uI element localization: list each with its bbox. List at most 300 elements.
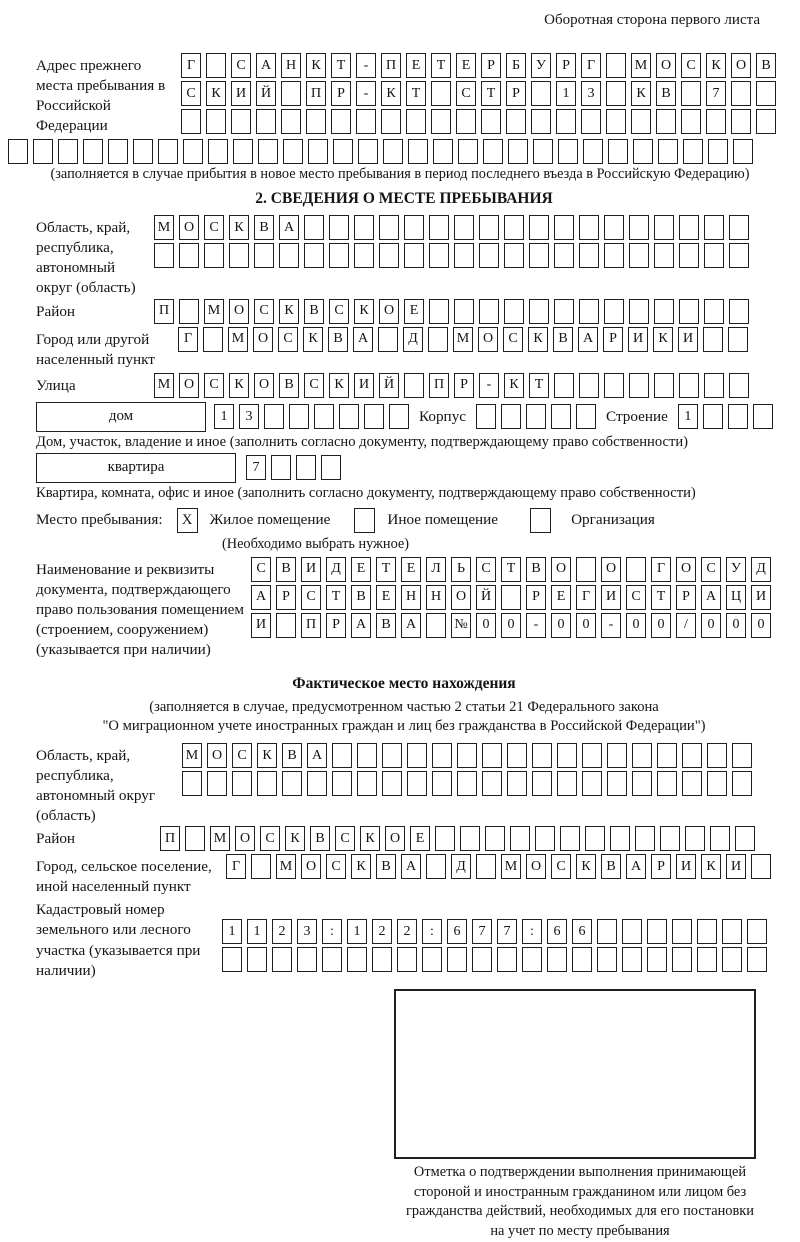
empty-cell[interactable] — [560, 826, 580, 851]
char-cell[interactable]: 1 — [556, 81, 576, 106]
empty-cell[interactable] — [382, 771, 402, 796]
empty-cell[interactable] — [579, 243, 599, 268]
empty-cell[interactable] — [556, 109, 576, 134]
empty-cell[interactable] — [604, 215, 624, 240]
char-cell[interactable]: К — [701, 854, 721, 879]
char-cell[interactable]: Р — [326, 613, 346, 638]
empty-cell[interactable] — [314, 404, 334, 429]
char-cell[interactable]: А — [251, 585, 271, 610]
empty-cell[interactable] — [307, 771, 327, 796]
empty-cell[interactable] — [204, 243, 224, 268]
empty-cell[interactable] — [504, 299, 524, 324]
char-cell[interactable]: П — [306, 81, 326, 106]
char-cell[interactable]: О — [601, 557, 621, 582]
empty-cell[interactable] — [476, 854, 496, 879]
char-cell[interactable]: Д — [751, 557, 771, 582]
empty-cell[interactable] — [456, 109, 476, 134]
empty-cell[interactable] — [558, 139, 578, 164]
char-cell[interactable]: С — [456, 81, 476, 106]
empty-cell[interactable] — [276, 613, 296, 638]
empty-cell[interactable] — [206, 53, 226, 78]
char-cell[interactable]: В — [304, 299, 324, 324]
char-cell[interactable]: А — [401, 613, 421, 638]
empty-cell[interactable] — [483, 139, 503, 164]
char-cell[interactable]: С — [476, 557, 496, 582]
char-cell[interactable]: И — [676, 854, 696, 879]
empty-cell[interactable] — [557, 771, 577, 796]
char-cell[interactable]: О — [451, 585, 471, 610]
char-cell[interactable]: М — [276, 854, 296, 879]
empty-cell[interactable] — [529, 215, 549, 240]
empty-cell[interactable] — [658, 139, 678, 164]
empty-cell[interactable] — [554, 299, 574, 324]
char-cell[interactable]: Е — [456, 53, 476, 78]
char-cell[interactable]: 0 — [501, 613, 521, 638]
empty-cell[interactable] — [347, 947, 367, 972]
char-cell[interactable]: В — [276, 557, 296, 582]
char-cell[interactable]: Р — [526, 585, 546, 610]
empty-cell[interactable] — [529, 243, 549, 268]
char-cell[interactable]: : — [422, 919, 442, 944]
char-cell[interactable]: В — [601, 854, 621, 879]
empty-cell[interactable] — [707, 743, 727, 768]
empty-cell[interactable] — [428, 327, 448, 352]
empty-cell[interactable] — [506, 109, 526, 134]
char-cell[interactable]: Н — [401, 585, 421, 610]
empty-cell[interactable] — [429, 243, 449, 268]
char-cell[interactable]: П — [301, 613, 321, 638]
empty-cell[interactable] — [185, 826, 205, 851]
char-cell[interactable]: А — [578, 327, 598, 352]
char-cell[interactable]: / — [676, 613, 696, 638]
empty-cell[interactable] — [354, 215, 374, 240]
empty-cell[interactable] — [604, 299, 624, 324]
empty-cell[interactable] — [703, 327, 723, 352]
char-cell[interactable]: К — [381, 81, 401, 106]
char-cell[interactable]: К — [354, 299, 374, 324]
char-cell[interactable]: М — [154, 373, 174, 398]
empty-cell[interactable] — [389, 404, 409, 429]
empty-cell[interactable] — [533, 139, 553, 164]
char-cell[interactable]: - — [526, 613, 546, 638]
char-cell[interactable]: 7 — [472, 919, 492, 944]
char-cell[interactable]: Р — [454, 373, 474, 398]
empty-cell[interactable] — [358, 139, 378, 164]
empty-cell[interactable] — [554, 215, 574, 240]
char-cell[interactable]: А — [256, 53, 276, 78]
empty-cell[interactable] — [429, 299, 449, 324]
char-cell[interactable]: О — [253, 327, 273, 352]
empty-cell[interactable] — [479, 215, 499, 240]
org-checkbox[interactable] — [530, 508, 551, 533]
empty-cell[interactable] — [460, 826, 480, 851]
empty-cell[interactable] — [585, 826, 605, 851]
empty-cell[interactable] — [672, 919, 692, 944]
empty-cell[interactable] — [551, 404, 571, 429]
empty-cell[interactable] — [322, 947, 342, 972]
empty-cell[interactable] — [728, 327, 748, 352]
char-cell[interactable]: В — [656, 81, 676, 106]
char-cell[interactable]: С — [260, 826, 280, 851]
empty-cell[interactable] — [722, 919, 742, 944]
empty-cell[interactable] — [535, 826, 555, 851]
empty-cell[interactable] — [231, 109, 251, 134]
empty-cell[interactable] — [332, 771, 352, 796]
empty-cell[interactable] — [383, 139, 403, 164]
char-cell[interactable]: С — [181, 81, 201, 106]
empty-cell[interactable] — [382, 743, 402, 768]
char-cell[interactable]: С — [204, 215, 224, 240]
empty-cell[interactable] — [354, 243, 374, 268]
char-cell[interactable]: М — [210, 826, 230, 851]
empty-cell[interactable] — [683, 139, 703, 164]
empty-cell[interactable] — [657, 771, 677, 796]
empty-cell[interactable] — [607, 743, 627, 768]
char-cell[interactable]: П — [160, 826, 180, 851]
char-cell[interactable]: К — [504, 373, 524, 398]
char-cell[interactable]: К — [631, 81, 651, 106]
char-cell[interactable]: Т — [326, 585, 346, 610]
inoe-checkbox[interactable] — [354, 508, 375, 533]
char-cell[interactable]: С — [254, 299, 274, 324]
empty-cell[interactable] — [154, 243, 174, 268]
char-cell[interactable]: Й — [379, 373, 399, 398]
char-cell[interactable]: М — [204, 299, 224, 324]
empty-cell[interactable] — [181, 109, 201, 134]
empty-cell[interactable] — [606, 53, 626, 78]
char-cell[interactable]: С — [626, 585, 646, 610]
empty-cell[interactable] — [282, 771, 302, 796]
char-cell[interactable]: К — [206, 81, 226, 106]
char-cell[interactable]: К — [285, 826, 305, 851]
char-cell[interactable]: В — [376, 854, 396, 879]
empty-cell[interactable] — [8, 139, 28, 164]
empty-cell[interactable] — [329, 215, 349, 240]
char-cell[interactable]: Р — [276, 585, 296, 610]
char-cell[interactable]: К — [257, 743, 277, 768]
empty-cell[interactable] — [279, 243, 299, 268]
empty-cell[interactable] — [656, 109, 676, 134]
char-cell[interactable]: О — [235, 826, 255, 851]
empty-cell[interactable] — [731, 109, 751, 134]
char-cell[interactable]: Д — [451, 854, 471, 879]
char-cell[interactable]: Й — [256, 81, 276, 106]
char-cell[interactable]: 2 — [272, 919, 292, 944]
char-cell[interactable]: 1 — [678, 404, 698, 429]
empty-cell[interactable] — [708, 139, 728, 164]
char-cell[interactable]: С — [251, 557, 271, 582]
empty-cell[interactable] — [258, 139, 278, 164]
empty-cell[interactable] — [579, 299, 599, 324]
empty-cell[interactable] — [422, 947, 442, 972]
empty-cell[interactable] — [356, 109, 376, 134]
empty-cell[interactable] — [339, 404, 359, 429]
empty-cell[interactable] — [507, 743, 527, 768]
char-cell[interactable]: 3 — [581, 81, 601, 106]
empty-cell[interactable] — [679, 373, 699, 398]
empty-cell[interactable] — [481, 109, 501, 134]
empty-cell[interactable] — [510, 826, 530, 851]
empty-cell[interactable] — [289, 404, 309, 429]
empty-cell[interactable] — [281, 81, 301, 106]
char-cell[interactable]: К — [528, 327, 548, 352]
char-cell[interactable]: А — [701, 585, 721, 610]
empty-cell[interactable] — [531, 109, 551, 134]
char-cell[interactable]: О — [301, 854, 321, 879]
char-cell[interactable]: Р — [331, 81, 351, 106]
char-cell[interactable]: К — [360, 826, 380, 851]
char-cell[interactable]: Е — [401, 557, 421, 582]
empty-cell[interactable] — [660, 826, 680, 851]
char-cell[interactable]: - — [479, 373, 499, 398]
empty-cell[interactable] — [404, 243, 424, 268]
char-cell[interactable]: О — [179, 215, 199, 240]
empty-cell[interactable] — [728, 404, 748, 429]
char-cell[interactable]: С — [278, 327, 298, 352]
char-cell[interactable]: Р — [481, 53, 501, 78]
empty-cell[interactable] — [431, 81, 451, 106]
empty-cell[interactable] — [606, 81, 626, 106]
char-cell[interactable]: Е — [404, 299, 424, 324]
char-cell[interactable]: Т — [376, 557, 396, 582]
empty-cell[interactable] — [751, 854, 771, 879]
char-cell[interactable]: 0 — [576, 613, 596, 638]
empty-cell[interactable] — [254, 243, 274, 268]
char-cell[interactable]: К — [229, 373, 249, 398]
empty-cell[interactable] — [304, 243, 324, 268]
char-cell[interactable]: 2 — [372, 919, 392, 944]
char-cell[interactable]: И — [601, 585, 621, 610]
char-cell[interactable]: : — [522, 919, 542, 944]
char-cell[interactable]: Т — [501, 557, 521, 582]
char-cell[interactable]: 0 — [551, 613, 571, 638]
empty-cell[interactable] — [729, 373, 749, 398]
empty-cell[interactable] — [647, 919, 667, 944]
empty-cell[interactable] — [685, 826, 705, 851]
empty-cell[interactable] — [732, 771, 752, 796]
empty-cell[interactable] — [404, 215, 424, 240]
char-cell[interactable]: С — [681, 53, 701, 78]
char-cell[interactable]: А — [353, 327, 373, 352]
char-cell[interactable]: К — [306, 53, 326, 78]
empty-cell[interactable] — [522, 947, 542, 972]
empty-cell[interactable] — [579, 373, 599, 398]
char-cell[interactable]: С — [304, 373, 324, 398]
char-cell[interactable]: 0 — [476, 613, 496, 638]
char-cell[interactable]: Г — [178, 327, 198, 352]
empty-cell[interactable] — [432, 771, 452, 796]
empty-cell[interactable] — [406, 109, 426, 134]
char-cell[interactable]: Р — [556, 53, 576, 78]
empty-cell[interactable] — [654, 299, 674, 324]
empty-cell[interactable] — [531, 81, 551, 106]
empty-cell[interactable] — [604, 243, 624, 268]
char-cell[interactable]: Г — [651, 557, 671, 582]
empty-cell[interactable] — [429, 215, 449, 240]
empty-cell[interactable] — [407, 771, 427, 796]
empty-cell[interactable] — [629, 215, 649, 240]
empty-cell[interactable] — [597, 947, 617, 972]
empty-cell[interactable] — [747, 919, 767, 944]
empty-cell[interactable] — [679, 243, 699, 268]
empty-cell[interactable] — [647, 947, 667, 972]
char-cell[interactable]: М — [154, 215, 174, 240]
empty-cell[interactable] — [321, 455, 341, 480]
empty-cell[interactable] — [606, 109, 626, 134]
empty-cell[interactable] — [264, 404, 284, 429]
empty-cell[interactable] — [457, 771, 477, 796]
empty-cell[interactable] — [426, 854, 446, 879]
char-cell[interactable]: О — [676, 557, 696, 582]
empty-cell[interactable] — [206, 109, 226, 134]
empty-cell[interactable] — [547, 947, 567, 972]
empty-cell[interactable] — [631, 109, 651, 134]
empty-cell[interactable] — [364, 404, 384, 429]
char-cell[interactable]: О — [254, 373, 274, 398]
char-cell[interactable]: Ь — [451, 557, 471, 582]
char-cell[interactable]: Ц — [726, 585, 746, 610]
empty-cell[interactable] — [251, 854, 271, 879]
empty-cell[interactable] — [729, 215, 749, 240]
empty-cell[interactable] — [283, 139, 303, 164]
char-cell[interactable]: : — [322, 919, 342, 944]
zhiloe-checkbox[interactable]: X — [177, 508, 198, 533]
empty-cell[interactable] — [679, 215, 699, 240]
empty-cell[interactable] — [379, 243, 399, 268]
char-cell[interactable]: В — [553, 327, 573, 352]
char-cell[interactable]: О — [229, 299, 249, 324]
empty-cell[interactable] — [626, 557, 646, 582]
char-cell[interactable]: Н — [281, 53, 301, 78]
empty-cell[interactable] — [257, 771, 277, 796]
empty-cell[interactable] — [357, 771, 377, 796]
char-cell[interactable]: К — [303, 327, 323, 352]
empty-cell[interactable] — [722, 947, 742, 972]
char-cell[interactable]: А — [279, 215, 299, 240]
empty-cell[interactable] — [632, 771, 652, 796]
char-cell[interactable]: 1 — [347, 919, 367, 944]
char-cell[interactable]: - — [356, 81, 376, 106]
char-cell[interactable]: О — [551, 557, 571, 582]
empty-cell[interactable] — [604, 373, 624, 398]
empty-cell[interactable] — [482, 771, 502, 796]
empty-cell[interactable] — [256, 109, 276, 134]
empty-cell[interactable] — [508, 139, 528, 164]
empty-cell[interactable] — [297, 947, 317, 972]
char-cell[interactable]: В — [254, 215, 274, 240]
empty-cell[interactable] — [357, 743, 377, 768]
char-cell[interactable]: И — [678, 327, 698, 352]
empty-cell[interactable] — [704, 243, 724, 268]
empty-cell[interactable] — [458, 139, 478, 164]
char-cell[interactable]: 6 — [447, 919, 467, 944]
empty-cell[interactable] — [657, 743, 677, 768]
char-cell[interactable]: М — [453, 327, 473, 352]
char-cell[interactable]: С — [204, 373, 224, 398]
empty-cell[interactable] — [454, 243, 474, 268]
empty-cell[interactable] — [729, 299, 749, 324]
empty-cell[interactable] — [731, 81, 751, 106]
char-cell[interactable]: С — [301, 585, 321, 610]
char-cell[interactable]: 1 — [214, 404, 234, 429]
char-cell[interactable]: М — [228, 327, 248, 352]
empty-cell[interactable] — [432, 743, 452, 768]
char-cell[interactable]: И — [251, 613, 271, 638]
empty-cell[interactable] — [607, 771, 627, 796]
char-cell[interactable]: И — [628, 327, 648, 352]
char-cell[interactable]: В — [376, 613, 396, 638]
empty-cell[interactable] — [183, 139, 203, 164]
empty-cell[interactable] — [507, 771, 527, 796]
char-cell[interactable]: О — [731, 53, 751, 78]
char-cell[interactable]: Т — [406, 81, 426, 106]
empty-cell[interactable] — [435, 826, 455, 851]
char-cell[interactable]: 3 — [297, 919, 317, 944]
char-cell[interactable]: 2 — [397, 919, 417, 944]
empty-cell[interactable] — [333, 139, 353, 164]
empty-cell[interactable] — [108, 139, 128, 164]
empty-cell[interactable] — [332, 743, 352, 768]
empty-cell[interactable] — [397, 947, 417, 972]
char-cell[interactable]: К — [329, 373, 349, 398]
empty-cell[interactable] — [681, 81, 701, 106]
char-cell[interactable]: Н — [426, 585, 446, 610]
char-cell[interactable]: У — [726, 557, 746, 582]
empty-cell[interactable] — [208, 139, 228, 164]
empty-cell[interactable] — [557, 743, 577, 768]
char-cell[interactable]: Р — [506, 81, 526, 106]
empty-cell[interactable] — [703, 404, 723, 429]
empty-cell[interactable] — [308, 139, 328, 164]
char-cell[interactable]: Р — [676, 585, 696, 610]
char-cell[interactable]: К — [279, 299, 299, 324]
empty-cell[interactable] — [753, 404, 773, 429]
empty-cell[interactable] — [378, 327, 398, 352]
char-cell[interactable]: С — [701, 557, 721, 582]
char-cell[interactable]: С — [503, 327, 523, 352]
empty-cell[interactable] — [272, 947, 292, 972]
char-cell[interactable]: У — [531, 53, 551, 78]
empty-cell[interactable] — [404, 373, 424, 398]
char-cell[interactable]: К — [576, 854, 596, 879]
char-cell[interactable]: М — [631, 53, 651, 78]
char-cell[interactable]: 7 — [497, 919, 517, 944]
char-cell[interactable]: М — [501, 854, 521, 879]
char-cell[interactable]: Е — [410, 826, 430, 851]
char-cell[interactable]: С — [329, 299, 349, 324]
char-cell[interactable]: 1 — [247, 919, 267, 944]
empty-cell[interactable] — [476, 404, 496, 429]
empty-cell[interactable] — [747, 947, 767, 972]
char-cell[interactable]: И — [751, 585, 771, 610]
empty-cell[interactable] — [472, 947, 492, 972]
empty-cell[interactable] — [457, 743, 477, 768]
char-cell[interactable]: О — [179, 373, 199, 398]
empty-cell[interactable] — [608, 139, 628, 164]
char-cell[interactable]: Т — [651, 585, 671, 610]
empty-cell[interactable] — [733, 139, 753, 164]
empty-cell[interactable] — [433, 139, 453, 164]
char-cell[interactable]: 0 — [626, 613, 646, 638]
empty-cell[interactable] — [704, 373, 724, 398]
char-cell[interactable]: - — [601, 613, 621, 638]
char-cell[interactable]: Т — [431, 53, 451, 78]
empty-cell[interactable] — [372, 947, 392, 972]
empty-cell[interactable] — [454, 299, 474, 324]
empty-cell[interactable] — [454, 215, 474, 240]
empty-cell[interactable] — [622, 947, 642, 972]
char-cell[interactable]: П — [154, 299, 174, 324]
